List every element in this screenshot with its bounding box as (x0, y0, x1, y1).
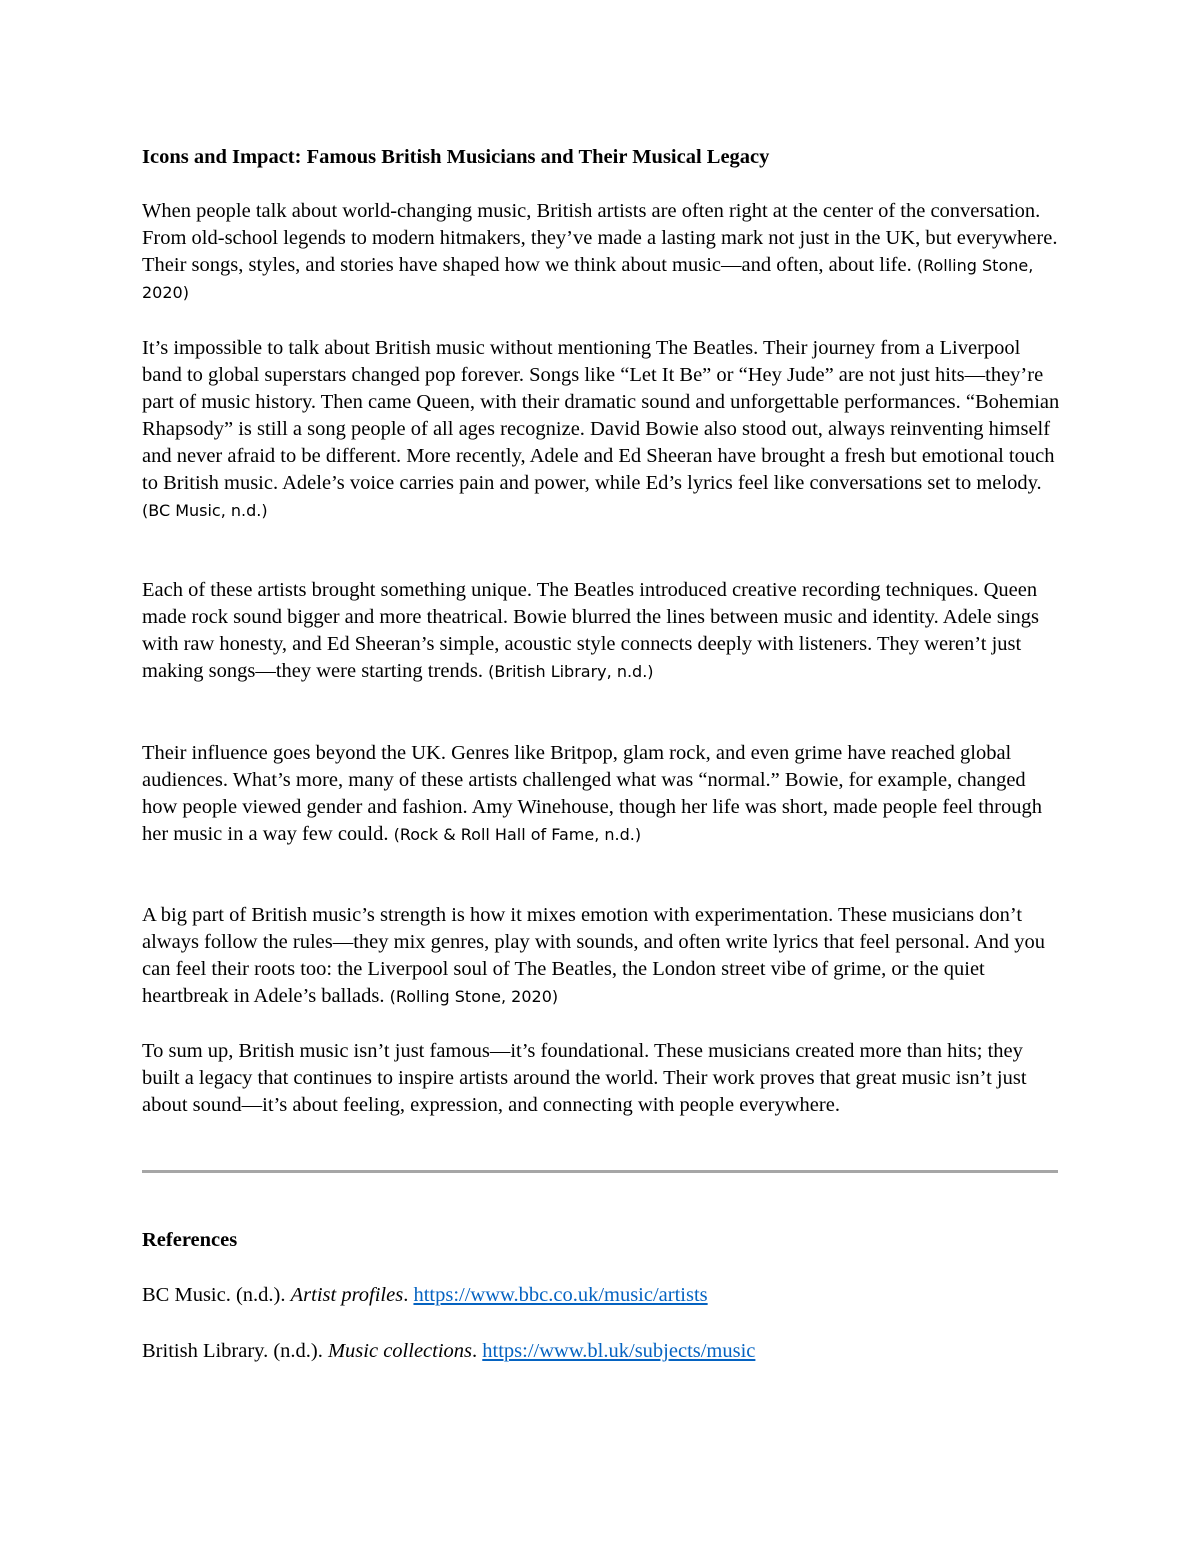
paragraph-conclusion (142, 1038, 1060, 1119)
reference-link[interactable]: https://www.bbc.co.uk/music/artists (413, 1284, 708, 1306)
reference-work-title: Music collections (327, 1340, 473, 1362)
paragraph-strength (142, 902, 1060, 1010)
reference-link[interactable]: https://www.bl.uk/subjects/music (482, 1340, 756, 1362)
paragraph-text: To sum up, British music isn’t just famous—it’s foundational. These musicians created more than hits; they built a legacy that continues to inspire artists around the world. Their work proves that great music isn’t just about sound—it’s about feeling, expression, and connecting with people everywhere. (142, 1040, 1027, 1116)
paragraph-text: Each of these artists brought something unique. The Beatles introduced creative recording techniques. Queen made rock sound bigger and more theatrical. Bowie blurred the lines between music and identity. Adele sings with raw honesty, and Ed Sheeran’s simple, acoustic style connects deeply with listeners. They weren’t just making songs—they were starting trends. (142, 579, 1040, 682)
paragraph-uniqueness (142, 577, 1060, 685)
paragraph-text: Their influence goes beyond the UK. Genres like Britpop, glam rock, and even grime have reached global audiences. What’s more, many of these artists challenged what was “normal.” Bowie, for example, changed how people viewed gender and fashion. Amy Winehouse, though her life was short, made people feel through her music in a way few could. (142, 742, 1042, 845)
document-title: Icons and Impact: Famous British Musicians and Their Musical Legacy (142, 146, 770, 168)
paragraph-artists (142, 335, 1060, 524)
citation: (BC Music, n.d.) (142, 501, 268, 520)
citation: (Rolling Stone, 2020) (142, 256, 1034, 302)
reference-item (142, 1282, 1060, 1309)
reference-separator: . (403, 1284, 414, 1306)
reference-item (142, 1338, 1060, 1365)
reference-separator: . (472, 1340, 483, 1362)
paragraph-influence (142, 740, 1060, 848)
paragraph-text: A big part of British music’s strength is how it mixes emotion with experimentation. These musicians don’t always follow the rules—they mix genres, play with sounds, and often write lyrics that feel personal. And you can feel their roots too: the Liverpool soul of The Beatles, the London street vibe of grime, or the quiet heartbreak in Adele’s ballads. (142, 904, 1045, 1007)
reference-work-title: Artist profiles (290, 1284, 404, 1306)
horizontal-divider (142, 1170, 1058, 1173)
reference-author: BC Music. (n.d.). (142, 1284, 291, 1306)
citation: (Rolling Stone, 2020) (389, 987, 559, 1006)
references-heading: References (142, 1229, 238, 1251)
paragraph-intro (142, 198, 1060, 306)
reference-author: British Library. (n.d.). (142, 1340, 328, 1362)
citation: (Rock & Roll Hall of Fame, n.d.) (393, 825, 642, 844)
paragraph-text: It’s impossible to talk about British music without mentioning The Beatles. Their journey from a Liverpool band to global superstars changed pop forever. Songs like “Let It Be” or “Hey Jude” are not just hits—they’re part of music history. Then came Queen, with their dramatic sound and unforgettable performances. “Bohemian Rhapsody” is still a song people of all ages recognize. David Bowie also stood out, always reinventing himself and never afraid to be different. More recently, Adele and Ed Sheeran have brought a fresh but emotional touch to British music. Adele’s voice carries pain and power, while Ed’s lyrics feel like conversations set to melody. (142, 337, 1060, 494)
paragraph-text: When people talk about world-changing music, British artists are often right at the center of the conversation. From old-school legends to modern hitmakers, they’ve made a lasting mark not just in the UK, but everywhere. Their songs, styles, and stories have shaped how we think about music—and often, about life. (142, 200, 1058, 276)
citation: (British Library, n.d.) (488, 662, 654, 681)
